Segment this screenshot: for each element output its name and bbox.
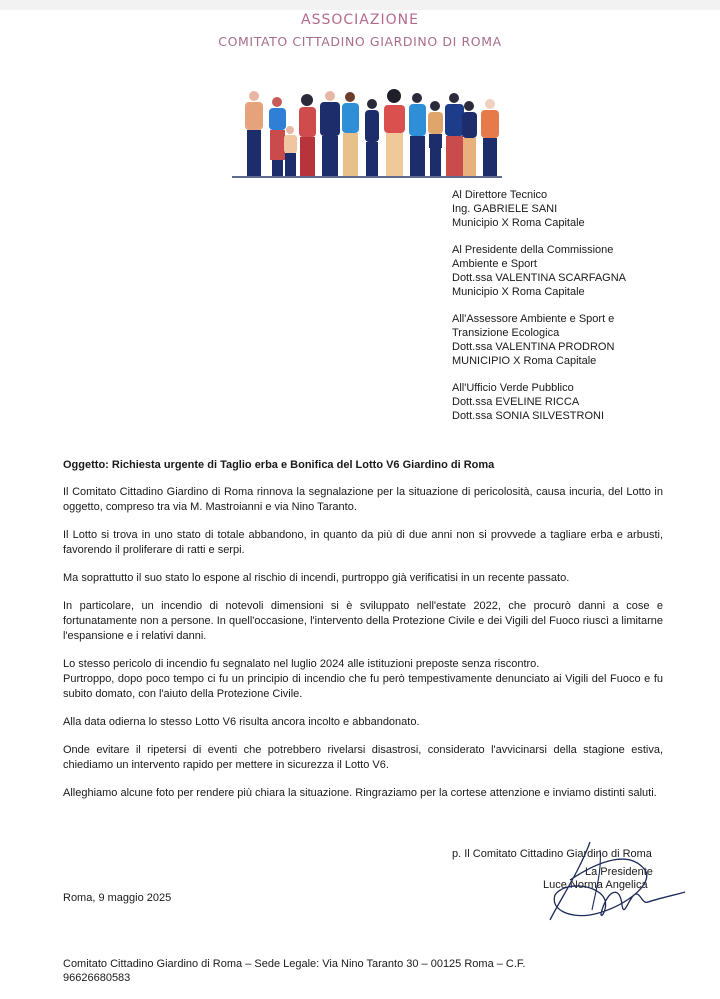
signature-intro: p. Il Comitato Cittadino Giardino di Roma: [452, 848, 652, 860]
paragraph: In particolare, un incendio di notevoli dimensioni si è sviluppato nell'estate 2022, che procurò danni a cose e fortunatamente non a persone. In quell'occasione, l'intervento della Protezione Civile e dei Vigili del Fuoco riuscì a limitarne l'espansione e i relativi danni.: [63, 600, 663, 642]
recipient-line: Dott.ssa EVELINE RICCA: [452, 396, 580, 408]
person-4-figure: [299, 94, 316, 176]
paragraph: Alleghiamo alcune foto per rendere più chiara la situazione. Ringraziamo per la cortese attenzione e inviamo distinti saluti.: [63, 787, 657, 799]
group-of-people-illustration: [232, 80, 502, 180]
signature-role: La Presidente: [585, 866, 653, 878]
person-12-figure: [462, 101, 477, 176]
recipient-line: Transizione Ecologica: [452, 327, 560, 339]
paragraph: Purtroppo, dopo poco tempo ci fu un principio di incendio che fu però tempestivamente denunciato ai Vigili del Fuoco e fu subito domato, con l'aiuto della Protezione Civile.: [63, 673, 663, 700]
letter-date: Roma, 9 maggio 2025: [63, 892, 172, 904]
paragraph: Il Lotto si trova in uno stato di totale abbandono, in quanto da più di due anni non si provvede a tagliare erba e arbusti, favorendo il proliferare di ratti e serpi.: [63, 529, 663, 556]
recipient-line: Al Direttore Tecnico: [452, 189, 548, 201]
footer-address: Comitato Cittadino Giardino di Roma – Sede Legale: Via Nino Taranto 30 – 00125 Roma – C.F.: [63, 958, 526, 970]
recipient-assessore: [452, 312, 626, 368]
footer-tax-code: 96626680583: [63, 972, 131, 984]
person-1-figure: [245, 91, 263, 176]
person-6-figure: [342, 92, 359, 176]
paragraph: Onde evitare il ripetersi di eventi che potrebbero rivelarsi disastrosi, considerato l'avvicinarsi della stagione estiva, chiediamo un intervento rapido per mettere in sicurezza il Lotto V6.: [63, 744, 663, 771]
recipient-line: MUNICIPIO X Roma Capitale: [452, 355, 597, 367]
letterhead-title: ASSOCIAZIONE: [301, 12, 419, 28]
signature-name: Luce Norma Angelica: [543, 879, 648, 891]
recipient-line: Municipio X Roma Capitale: [452, 217, 585, 229]
paragraph: Lo stesso pericolo di incendio fu segnalato nel luglio 2024 alle istituzioni preposte senza riscontro.: [63, 658, 540, 670]
person-11-figure: [445, 93, 464, 176]
person-5-figure: [320, 91, 340, 176]
letter-page: [0, 10, 720, 999]
subject-line: Oggetto: Richiesta urgente di Taglio erba e Bonifica del Lotto V6 Giardino di Roma: [63, 459, 495, 471]
person-10-figure: [428, 101, 443, 176]
recipient-line: Al Presidente della Commissione: [452, 244, 614, 256]
recipient-line: All'Assessore Ambiente e Sport e: [452, 313, 615, 325]
recipient-line: Dott.ssa VALENTINA SCARFAGNA: [452, 272, 627, 284]
paragraph: Alla data odierna lo stesso Lotto V6 risulta ancora incolto e abbandonato.: [63, 716, 420, 728]
paragraph: Il Comitato Cittadino Giardino di Roma rinnova la segnalazione per la situazione di pericolosità, causa incuria, del Lotto in oggetto, compreso tra via M. Mastroianni e via Nino Taranto.: [63, 486, 663, 513]
recipient-line: Ambiente e Sport: [452, 258, 537, 270]
recipient-direttore-tecnico: [452, 188, 626, 230]
recipient-presidente-commissione: [452, 243, 626, 299]
paragraph: Ma soprattutto il suo stato lo espone al rischio di incendi, purtroppo già verificatisi in un recente passato.: [63, 572, 570, 584]
letter-footer: [63, 957, 583, 985]
person-13-figure: [481, 99, 499, 176]
recipient-line: Municipio X Roma Capitale: [452, 286, 585, 298]
letter-body: [63, 458, 663, 814]
person-9-figure: [409, 93, 426, 176]
handwritten-signature-icon: [530, 840, 690, 930]
recipient-line: Ing. GABRIELE SANI: [452, 203, 558, 215]
person-2-figure: [269, 97, 286, 176]
recipients-block: [452, 188, 626, 436]
person-7-figure: [365, 99, 379, 176]
recipient-line: Dott.ssa SONIA SILVESTRONI: [452, 410, 605, 422]
recipient-ufficio-verde: [452, 381, 626, 423]
recipient-line: All'Ufficio Verde Pubblico: [452, 382, 574, 394]
recipient-line: Dott.ssa VALENTINA PRODRON: [452, 341, 615, 353]
person-8-figure: [384, 89, 405, 176]
person-3-figure: [284, 126, 297, 176]
letterhead-subtitle: COMITATO CITTADINO GIARDINO DI ROMA: [218, 34, 502, 49]
